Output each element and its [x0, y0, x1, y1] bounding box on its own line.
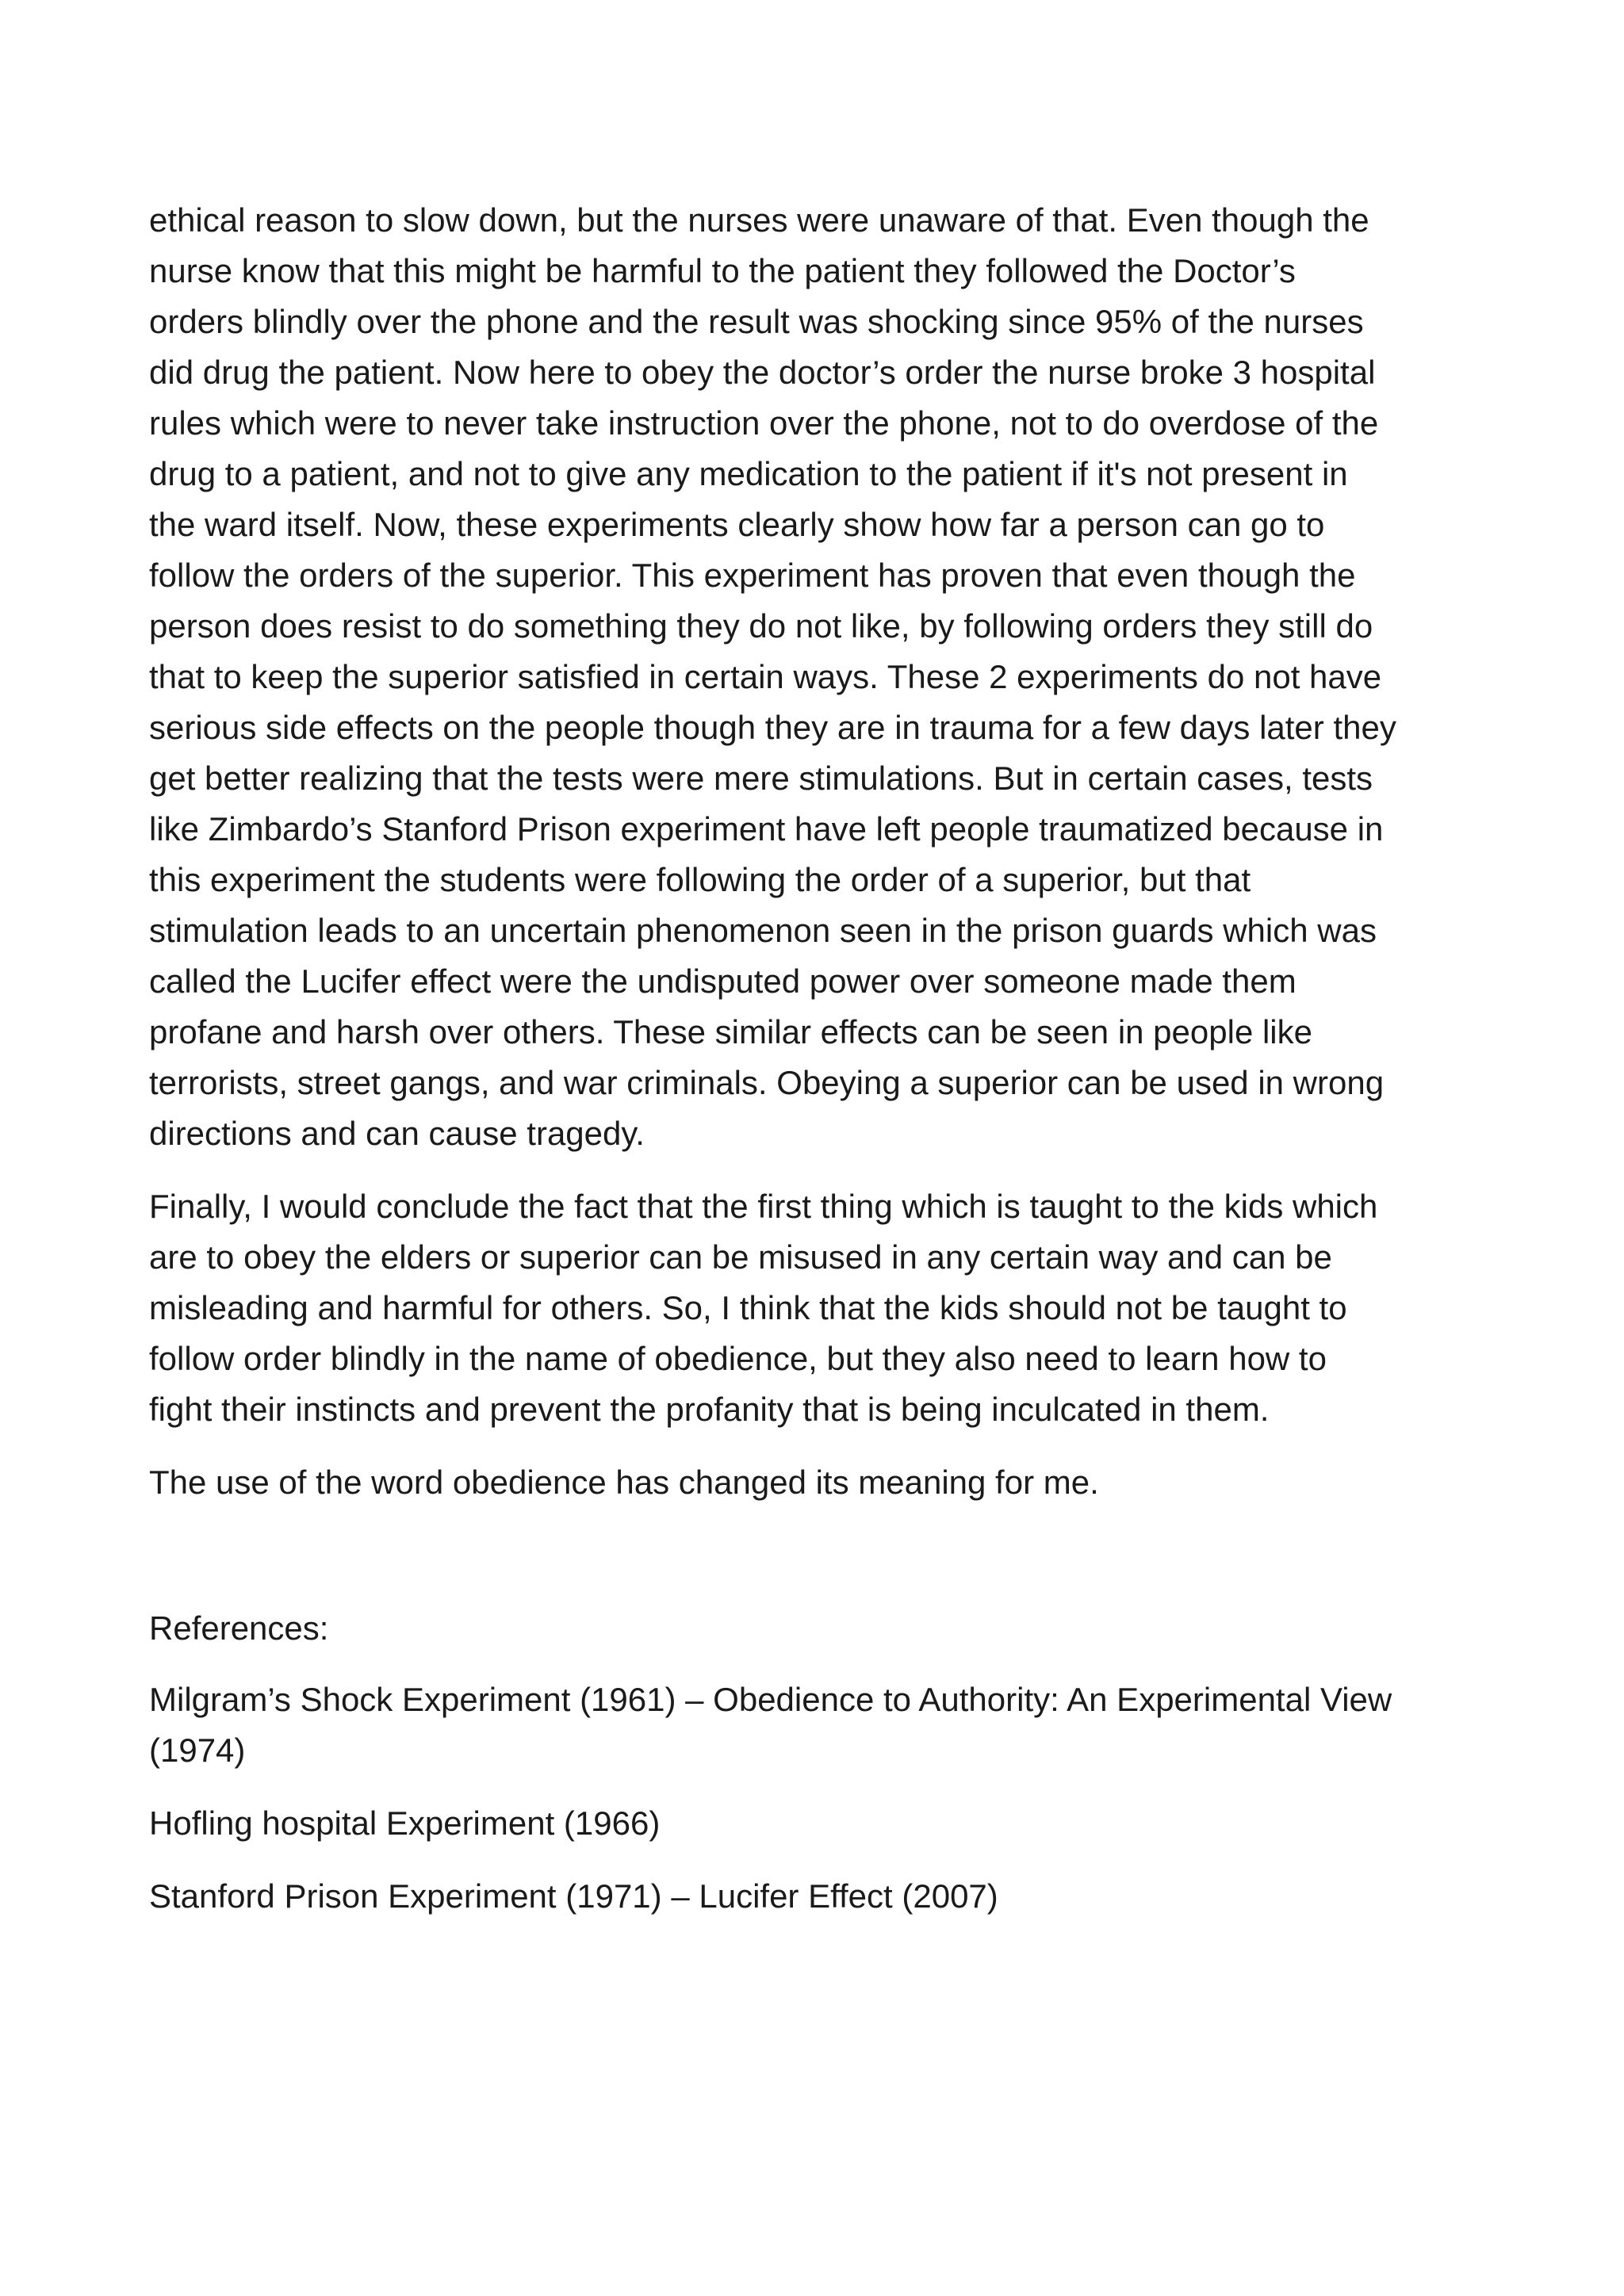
- text-line: did drug the patient. Now here to obey the doctor’s order the nurse broke 3 hospital: [149, 354, 1376, 391]
- text-line: terrorists, street gangs, and war criminals. Obeying a superior can be used in wrong: [149, 1064, 1385, 1101]
- text-line: ethical reason to slow down, but the nurses were unaware of that. Even though the: [149, 201, 1369, 239]
- text-line: like Zimbardo’s Stanford Prison experiment have left people traumatized because in: [149, 810, 1384, 848]
- document-body: [149, 195, 1489, 1922]
- text-line: drug to a patient, and not to give any medication to the patient if it's not present in: [149, 455, 1348, 492]
- text-line: misleading and harmful for others. So, I think that the kids should not be taught to: [149, 1289, 1347, 1326]
- text-line: nurse know that this might be harmful to the patient they followed the Doctor’s: [149, 252, 1296, 289]
- reference-item: [149, 1674, 1489, 1776]
- text-line: follow the orders of the superior. This experiment has proven that even though the: [149, 557, 1356, 594]
- text-line: orders blindly over the phone and the result was shocking since 95% of the nurses: [149, 303, 1364, 340]
- text-line: that to keep the superior satisfied in certain ways. These 2 experiments do not have: [149, 658, 1382, 695]
- text-line: directions and can cause tragedy.: [149, 1115, 645, 1152]
- text-line: are to obey the elders or superior can be misused in any certain way and can be: [149, 1238, 1332, 1276]
- text-line: rules which were to never take instruction over the phone, not to do overdose of the: [149, 404, 1379, 442]
- reference-item: [149, 1871, 1489, 1922]
- references-heading: References:: [149, 1609, 329, 1647]
- text-line: profane and harsh over others. These similar effects can be seen in people like: [149, 1013, 1312, 1050]
- text-line: get better realizing that the tests were mere stimulations. But in certain cases, tests: [149, 760, 1373, 797]
- text-line: fight their instincts and prevent the profanity that is being inculcated in them.: [149, 1391, 1270, 1428]
- text-line: Stanford Prison Experiment (1971) – Lucifer Effect (2007): [149, 1877, 998, 1915]
- text-line: the ward itself. Now, these experiments clearly show how far a person can go to: [149, 506, 1325, 543]
- reference-item: [149, 1798, 1489, 1849]
- text-line: stimulation leads to an uncertain phenomenon seen in the prison guards which was: [149, 912, 1377, 949]
- conclusion-paragraph: [149, 1181, 1489, 1435]
- references-list: [149, 1674, 1489, 1922]
- text-line: Milgram’s Shock Experiment (1961) – Obedience to Authority: An Experimental View: [149, 1681, 1392, 1718]
- text-line: serious side effects on the people though they are in trauma for a few days later they: [149, 709, 1396, 746]
- text-line: follow order blindly in the name of obedience, but they also need to learn how to: [149, 1340, 1327, 1377]
- text-line: Finally, I would conclude the fact that the first thing which is taught to the kids which: [149, 1188, 1378, 1225]
- body-paragraph: [149, 195, 1489, 1159]
- text-line: this experiment the students were following the order of a superior, but that: [149, 861, 1251, 898]
- text-line: (1974): [149, 1732, 246, 1769]
- text-line: person does resist to do something they do not like, by following orders they still do: [149, 607, 1373, 645]
- text-line: called the Lucifer effect were the undisputed power over someone made them: [149, 962, 1297, 1000]
- closing-line: The use of the word obedience has changed its meaning for me.: [149, 1464, 1099, 1501]
- text-line: Hofling hospital Experiment (1966): [149, 1804, 661, 1842]
